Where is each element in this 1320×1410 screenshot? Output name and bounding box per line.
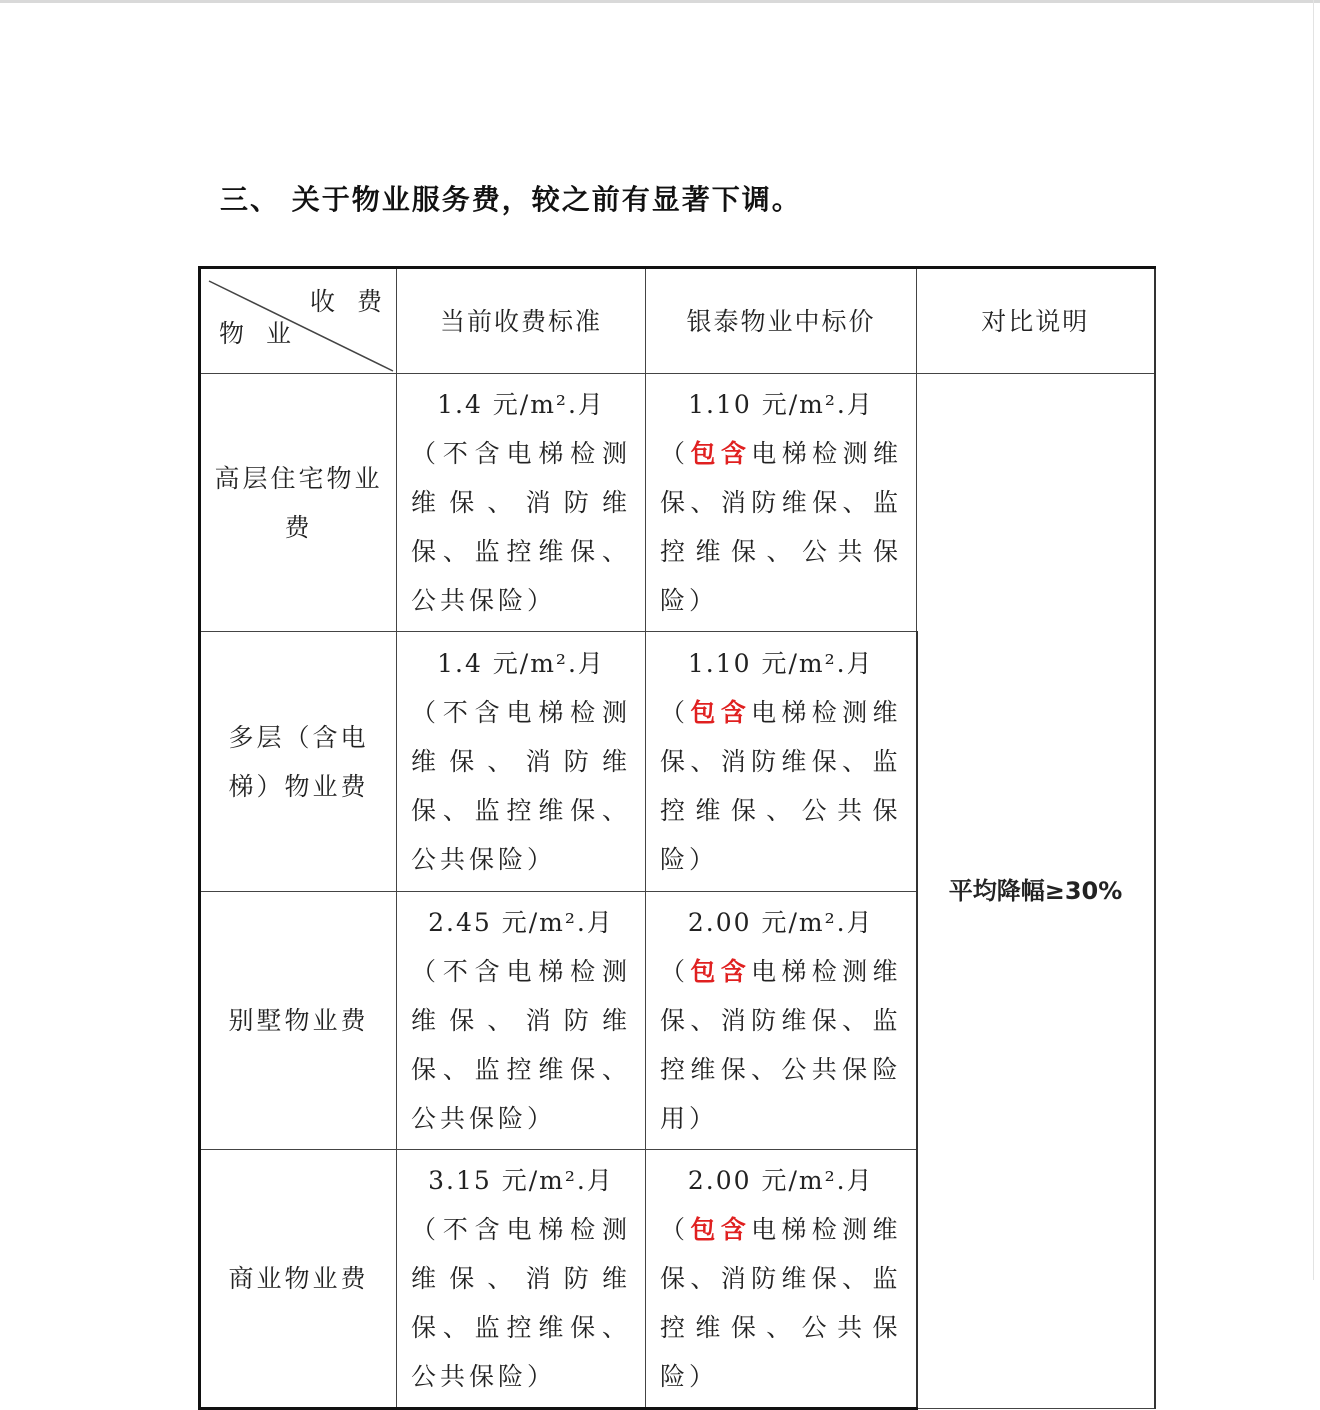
row-label: 高层住宅物业费 <box>200 374 397 632</box>
header-bid-price: 银泰物业中标价 <box>646 268 917 374</box>
bid-note-emphasis: 包含 <box>690 439 752 468</box>
bid-note-rest: 电梯检测维保、消防维保、监控维保、公共保险） <box>660 439 902 615</box>
bid-note-rest: 电梯检测维保、消防维保、监控维保、公共保险用） <box>660 957 902 1133</box>
bid-note-emphasis: 包含 <box>690 957 752 986</box>
fee-comparison-table <box>198 266 1156 1410</box>
bid-note-rest: 电梯检测维保、消防维保、监控维保、公共保险） <box>660 698 902 874</box>
bid-fee-cell <box>646 1150 917 1409</box>
row-label: 商业物业费 <box>200 1150 397 1409</box>
bid-fee-cell <box>646 892 917 1150</box>
section-heading: 三、 关于物业服务费，较之前有显著下调。 <box>220 183 802 216</box>
row-label: 别墅物业费 <box>200 892 397 1150</box>
bid-note <box>660 429 902 625</box>
page-top-edge <box>0 0 1320 3</box>
current-price: 1.4 元/m².月 <box>437 649 605 678</box>
table-row <box>200 374 1155 632</box>
bid-note <box>660 688 902 884</box>
bid-note-open: （ <box>660 439 691 468</box>
table-header-row <box>200 268 1155 374</box>
current-price: 1.4 元/m².月 <box>437 390 605 419</box>
current-note: （不含电梯检测维保、消防维保、监控维保、公共保险） <box>411 1215 631 1391</box>
bid-price: 2.00 元/m².月 <box>687 1166 874 1195</box>
current-note: （不含电梯检测维保、消防维保、监控维保、公共保险） <box>411 957 631 1133</box>
bid-note <box>660 947 902 1143</box>
bid-note-open: （ <box>660 698 691 727</box>
header-comparison: 对比说明 <box>917 268 1155 374</box>
bid-fee-cell <box>646 632 917 892</box>
bid-price: 1.10 元/m².月 <box>688 390 874 419</box>
corner-bottom-label: 物业 <box>219 319 314 348</box>
bid-note-emphasis: 包含 <box>690 1215 752 1244</box>
bid-note-rest: 电梯检测维保、消防维保、监控维保、公共保险） <box>660 1215 902 1391</box>
bid-note-open: （ <box>660 957 691 986</box>
current-note: （不含电梯检测维保、消防维保、监控维保、公共保险） <box>411 439 631 615</box>
current-price: 2.45 元/m².月 <box>428 908 614 937</box>
current-fee-cell <box>397 374 646 632</box>
header-current-standard: 当前收费标准 <box>397 268 646 374</box>
current-fee-cell <box>397 1150 646 1409</box>
current-fee-cell <box>397 892 646 1150</box>
bid-note-open: （ <box>660 1215 691 1244</box>
row-label: 多层（含电梯）物业费 <box>200 632 397 892</box>
comparison-cell: 平均降幅≥30% <box>917 374 1155 1409</box>
bid-note-emphasis: 包含 <box>690 698 752 727</box>
corner-top-label: 收费 <box>309 287 404 316</box>
bid-fee-cell <box>646 374 917 632</box>
current-note: （不含电梯检测维保、消防维保、监控维保、公共保险） <box>411 698 631 874</box>
bid-price: 1.10 元/m².月 <box>687 649 874 678</box>
bid-note <box>660 1205 902 1401</box>
current-fee-cell <box>397 632 646 892</box>
page-right-edge <box>1313 0 1314 1280</box>
bid-price: 2.00 元/m².月 <box>687 908 874 937</box>
corner-header-cell <box>200 268 404 374</box>
current-price: 3.15 元/m².月 <box>428 1166 614 1195</box>
